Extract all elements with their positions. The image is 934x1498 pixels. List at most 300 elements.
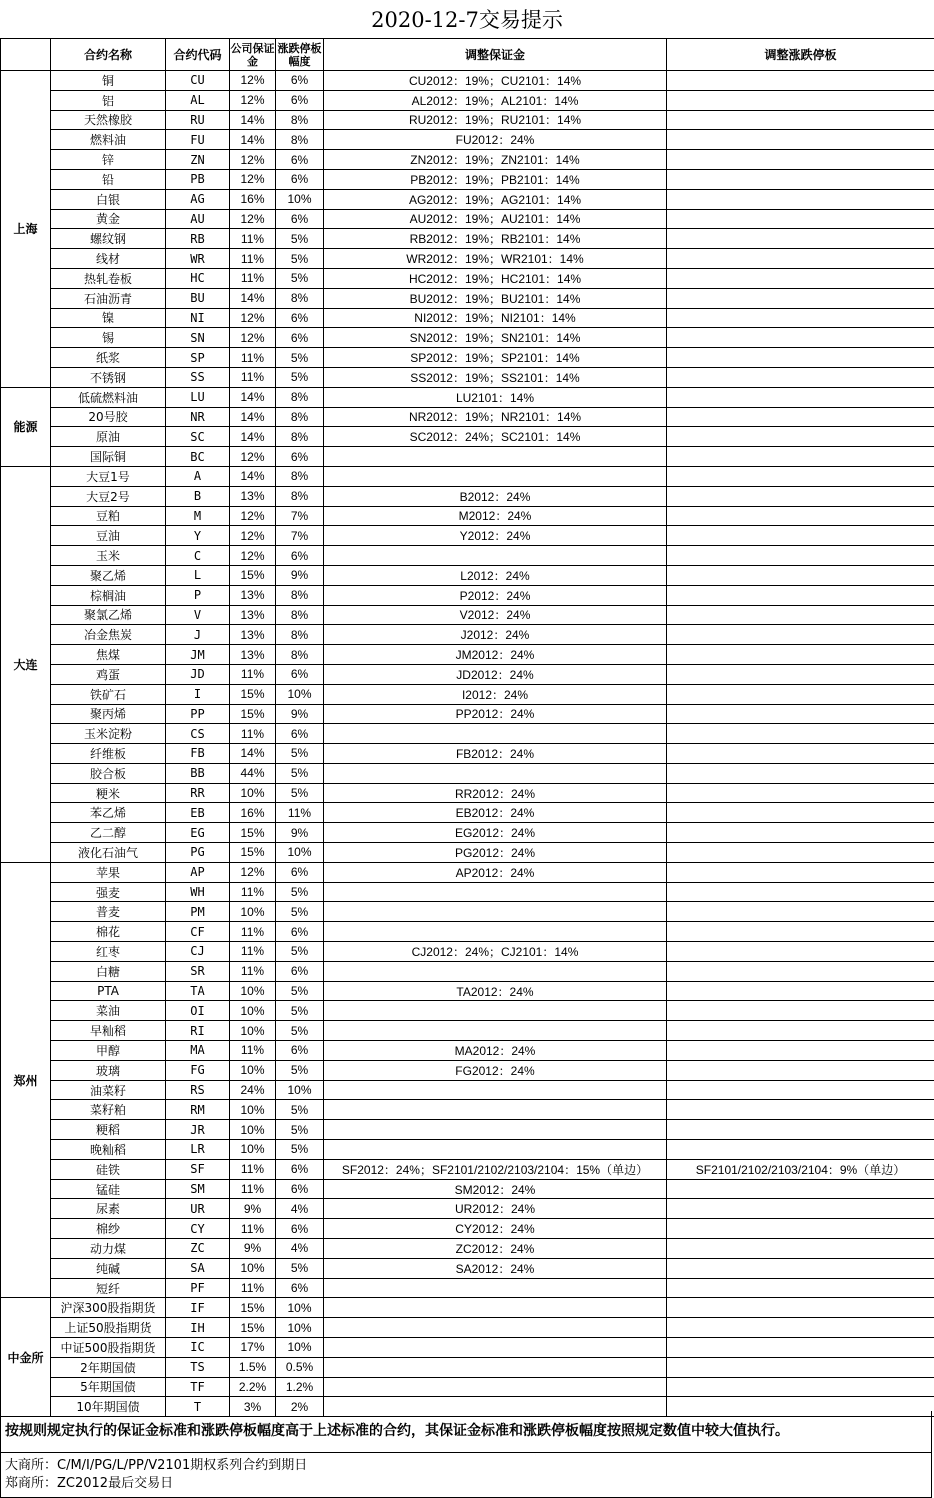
adjusted-limit — [667, 526, 934, 546]
contract-name: 国际铜 — [51, 447, 166, 467]
adjusted-limit — [667, 942, 934, 962]
company-margin: 11% — [230, 1179, 276, 1199]
price-limit: 8% — [276, 110, 324, 130]
table-row — [1, 1338, 934, 1358]
table-row — [1, 288, 934, 308]
contract-code: SA — [166, 1258, 230, 1278]
contract-name: 螺纹钢 — [51, 229, 166, 249]
adjusted-margin — [324, 1318, 667, 1338]
adjusted-margin: J2012：24% — [324, 625, 667, 645]
price-limit: 6% — [276, 150, 324, 170]
contract-code: WH — [166, 882, 230, 902]
contract-name: 锰硅 — [51, 1179, 166, 1199]
price-limit: 6% — [276, 209, 324, 229]
adjusted-limit — [667, 169, 934, 189]
adjusted-margin: M2012：24% — [324, 506, 667, 526]
adjusted-margin: AU2012：19%；AU2101：14% — [324, 209, 667, 229]
exchange-name: 上海 — [1, 71, 51, 388]
contract-code: V — [166, 605, 230, 625]
table-row — [1, 526, 934, 546]
contract-name: 5年期国债 — [51, 1377, 166, 1397]
adjusted-limit — [667, 268, 934, 288]
contract-name: 镍 — [51, 308, 166, 328]
adjusted-limit — [667, 744, 934, 764]
price-limit: 0.5% — [276, 1357, 324, 1377]
company-margin: 17% — [230, 1338, 276, 1358]
contract-code: SF — [166, 1159, 230, 1179]
adjusted-limit — [667, 447, 934, 467]
price-limit: 4% — [276, 1199, 324, 1219]
price-limit: 9% — [276, 704, 324, 724]
table-row — [1, 625, 934, 645]
adjusted-limit — [667, 427, 934, 447]
table-row — [1, 1159, 934, 1179]
contract-name: 铅 — [51, 169, 166, 189]
price-limit: 8% — [276, 466, 324, 486]
adjusted-margin — [324, 1298, 667, 1318]
price-limit: 10% — [276, 1318, 324, 1338]
company-margin: 14% — [230, 427, 276, 447]
adjusted-margin: ZC2012：24% — [324, 1239, 667, 1259]
table-row — [1, 1080, 934, 1100]
adjusted-margin: AP2012：24% — [324, 862, 667, 882]
price-limit: 5% — [276, 367, 324, 387]
adjusted-limit — [667, 1258, 934, 1278]
contract-name: 胶合板 — [51, 763, 166, 783]
contract-code: CJ — [166, 942, 230, 962]
contract-name: 豆油 — [51, 526, 166, 546]
price-limit: 8% — [276, 605, 324, 625]
header-company-margin: 公司保证金 — [230, 39, 276, 71]
adjusted-limit — [667, 724, 934, 744]
contract-name: 棉纱 — [51, 1219, 166, 1239]
table-row — [1, 724, 934, 744]
contract-name: 棉花 — [51, 922, 166, 942]
company-margin: 11% — [230, 664, 276, 684]
adjusted-margin: TA2012：24% — [324, 981, 667, 1001]
table-row — [1, 961, 934, 981]
company-margin: 12% — [230, 90, 276, 110]
table-row — [1, 367, 934, 387]
contract-name: 燃料油 — [51, 130, 166, 150]
contract-name: 铁矿石 — [51, 684, 166, 704]
table-row — [1, 1298, 934, 1318]
contract-name: 短纤 — [51, 1278, 166, 1298]
table-row — [1, 169, 934, 189]
table-row — [1, 882, 934, 902]
price-limit: 5% — [276, 1140, 324, 1160]
price-limit: 6% — [276, 328, 324, 348]
price-limit: 5% — [276, 348, 324, 368]
table-row — [1, 605, 934, 625]
contract-name: 苹果 — [51, 862, 166, 882]
table-row — [1, 763, 934, 783]
header-adjusted-margin: 调整保证金 — [324, 39, 667, 71]
price-limit: 11% — [276, 803, 324, 823]
price-limit: 5% — [276, 249, 324, 269]
adjusted-margin: PB2012：19%；PB2101：14% — [324, 169, 667, 189]
price-limit: 5% — [276, 1258, 324, 1278]
company-margin: 16% — [230, 803, 276, 823]
price-limit: 10% — [276, 684, 324, 704]
contract-name: 豆粕 — [51, 506, 166, 526]
contract-code: A — [166, 466, 230, 486]
table-row — [1, 645, 934, 665]
contract-code: AL — [166, 90, 230, 110]
adjusted-limit — [667, 645, 934, 665]
page-title: 2020-12-7交易提示 — [371, 8, 563, 32]
price-limit: 8% — [276, 585, 324, 605]
adjusted-margin — [324, 902, 667, 922]
adjusted-margin: JM2012：24% — [324, 645, 667, 665]
adjusted-margin — [324, 763, 667, 783]
adjusted-limit — [667, 1021, 934, 1041]
company-margin: 11% — [230, 961, 276, 981]
adjusted-limit — [667, 288, 934, 308]
price-limit: 4% — [276, 1239, 324, 1259]
table-row — [1, 1001, 934, 1021]
adjusted-limit — [667, 902, 934, 922]
contract-code: ZN — [166, 150, 230, 170]
table-row — [1, 90, 934, 110]
adjusted-limit — [667, 249, 934, 269]
exchange-name: 中金所 — [1, 1298, 51, 1417]
table-row — [1, 744, 934, 764]
company-margin: 3% — [230, 1397, 276, 1417]
adjusted-margin: BU2012：19%；BU2101：14% — [324, 288, 667, 308]
company-margin: 10% — [230, 902, 276, 922]
contract-code: OI — [166, 1001, 230, 1021]
table-row — [1, 308, 934, 328]
header-adjusted-limit: 调整涨跌停板 — [667, 39, 934, 71]
adjusted-limit — [667, 862, 934, 882]
contract-name: 棕榈油 — [51, 585, 166, 605]
adjusted-limit — [667, 546, 934, 566]
contract-name: 甲醇 — [51, 1041, 166, 1061]
company-margin: 10% — [230, 1120, 276, 1140]
adjusted-limit — [667, 348, 934, 368]
contract-name: 大豆1号 — [51, 466, 166, 486]
contract-code: T — [166, 1397, 230, 1417]
adjusted-margin — [324, 1080, 667, 1100]
contract-name: 低硫燃料油 — [51, 387, 166, 407]
contract-code: CF — [166, 922, 230, 942]
contract-code: JD — [166, 664, 230, 684]
adjusted-limit — [667, 1060, 934, 1080]
contract-code: B — [166, 486, 230, 506]
adjusted-margin: NR2012：19%；NR2101：14% — [324, 407, 667, 427]
contract-code: BB — [166, 763, 230, 783]
adjusted-margin — [324, 961, 667, 981]
table-row — [1, 189, 934, 209]
adjusted-limit — [667, 90, 934, 110]
adjusted-margin — [324, 1120, 667, 1140]
company-margin: 11% — [230, 1219, 276, 1239]
contract-code: FU — [166, 130, 230, 150]
contract-name: 液化石油气 — [51, 843, 166, 863]
contract-name: 晚籼稻 — [51, 1140, 166, 1160]
company-margin: 15% — [230, 1318, 276, 1338]
contract-name: 纯碱 — [51, 1258, 166, 1278]
company-margin: 11% — [230, 367, 276, 387]
adjusted-margin — [324, 1100, 667, 1120]
header-price-limit: 涨跌停板幅度 — [276, 39, 324, 71]
adjusted-limit — [667, 882, 934, 902]
price-limit: 6% — [276, 1159, 324, 1179]
price-limit: 9% — [276, 565, 324, 585]
company-margin: 14% — [230, 744, 276, 764]
adjusted-margin: EG2012：24% — [324, 823, 667, 843]
adjusted-margin: HC2012：19%；HC2101：14% — [324, 268, 667, 288]
price-limit: 10% — [276, 1080, 324, 1100]
company-margin: 10% — [230, 1100, 276, 1120]
contract-name: 聚乙烯 — [51, 565, 166, 585]
contract-code: RI — [166, 1021, 230, 1041]
contract-name: 菜籽粕 — [51, 1100, 166, 1120]
company-margin: 13% — [230, 645, 276, 665]
adjusted-margin: P2012：24% — [324, 585, 667, 605]
contract-code: CY — [166, 1219, 230, 1239]
contract-name: 动力煤 — [51, 1239, 166, 1259]
adjusted-limit — [667, 150, 934, 170]
contract-code: UR — [166, 1199, 230, 1219]
price-limit: 5% — [276, 902, 324, 922]
contract-code: I — [166, 684, 230, 704]
contract-name: 红枣 — [51, 942, 166, 962]
contract-code: RR — [166, 783, 230, 803]
price-limit: 6% — [276, 308, 324, 328]
price-limit: 1.2% — [276, 1377, 324, 1397]
adjusted-margin: PG2012：24% — [324, 843, 667, 863]
adjusted-limit — [667, 1219, 934, 1239]
adjusted-margin: RU2012：19%；RU2101：14% — [324, 110, 667, 130]
table-row — [1, 1021, 934, 1041]
adjusted-margin: EB2012：24% — [324, 803, 667, 823]
company-margin: 9% — [230, 1239, 276, 1259]
contract-name: 2年期国债 — [51, 1357, 166, 1377]
adjusted-limit — [667, 466, 934, 486]
company-margin: 12% — [230, 506, 276, 526]
company-margin: 12% — [230, 71, 276, 91]
price-limit: 5% — [276, 1120, 324, 1140]
contract-code: LU — [166, 387, 230, 407]
contract-code: P — [166, 585, 230, 605]
exchange-name: 能源 — [1, 387, 51, 466]
exchange-name: 大连 — [1, 466, 51, 862]
price-limit: 5% — [276, 744, 324, 764]
adjusted-margin: SP2012：19%；SP2101：14% — [324, 348, 667, 368]
price-limit: 10% — [276, 843, 324, 863]
table-row — [1, 249, 934, 269]
contract-name: 强麦 — [51, 882, 166, 902]
contract-code: BC — [166, 447, 230, 467]
contract-code: ZC — [166, 1239, 230, 1259]
contract-code: SR — [166, 961, 230, 981]
header-exchange — [1, 39, 51, 71]
table-row — [1, 902, 934, 922]
table-row — [1, 783, 934, 803]
contract-name: 白银 — [51, 189, 166, 209]
adjusted-limit — [667, 961, 934, 981]
adjusted-limit — [667, 605, 934, 625]
contract-name: 乙二醇 — [51, 823, 166, 843]
adjusted-margin: FU2012：24% — [324, 130, 667, 150]
price-limit: 5% — [276, 942, 324, 962]
exchange-name: 郑州 — [1, 862, 51, 1298]
table-row — [1, 1357, 934, 1377]
header-row — [1, 39, 934, 71]
adjusted-limit — [667, 130, 934, 150]
contract-code: PB — [166, 169, 230, 189]
adjusted-margin — [324, 882, 667, 902]
table-row — [1, 843, 934, 863]
price-limit: 6% — [276, 664, 324, 684]
contract-code: TF — [166, 1377, 230, 1397]
adjusted-limit — [667, 367, 934, 387]
contract-name: 上证50股指期货 — [51, 1318, 166, 1338]
contract-code: FG — [166, 1060, 230, 1080]
contract-code: SS — [166, 367, 230, 387]
adjusted-margin: JD2012：24% — [324, 664, 667, 684]
contract-code: MA — [166, 1041, 230, 1061]
table-row — [1, 1318, 934, 1338]
adjusted-margin: SF2012：24%；SF2101/2102/2103/2104：15%（单边） — [324, 1159, 667, 1179]
adjusted-limit — [667, 1318, 934, 1338]
contract-code: JR — [166, 1120, 230, 1140]
contract-name: 菜油 — [51, 1001, 166, 1021]
contract-code: FB — [166, 744, 230, 764]
contract-name: 玻璃 — [51, 1060, 166, 1080]
price-limit: 8% — [276, 645, 324, 665]
contract-code: EB — [166, 803, 230, 823]
contract-code: SN — [166, 328, 230, 348]
header-contract-code: 合约代码 — [166, 39, 230, 71]
table-row — [1, 427, 934, 447]
table-row — [1, 922, 934, 942]
adjusted-limit — [667, 803, 934, 823]
company-margin: 14% — [230, 407, 276, 427]
price-limit: 7% — [276, 506, 324, 526]
adjusted-margin: V2012：24% — [324, 605, 667, 625]
adjusted-margin: UR2012：24% — [324, 1199, 667, 1219]
adjusted-limit — [667, 1199, 934, 1219]
adjusted-margin: CU2012：19%；CU2101：14% — [324, 71, 667, 91]
table-row — [1, 407, 934, 427]
table-row — [1, 348, 934, 368]
contract-code: AU — [166, 209, 230, 229]
price-limit: 5% — [276, 1060, 324, 1080]
adjusted-limit — [667, 843, 934, 863]
adjusted-limit — [667, 704, 934, 724]
contract-name: 纸浆 — [51, 348, 166, 368]
contract-code: IH — [166, 1318, 230, 1338]
adjusted-limit — [667, 684, 934, 704]
table-row — [1, 1219, 934, 1239]
adjusted-margin: SA2012：24% — [324, 1258, 667, 1278]
adjusted-margin: SS2012：19%；SS2101：14% — [324, 367, 667, 387]
company-margin: 12% — [230, 308, 276, 328]
contract-name: 粳稻 — [51, 1120, 166, 1140]
price-limit: 6% — [276, 1219, 324, 1239]
contract-code: WR — [166, 249, 230, 269]
price-limit: 7% — [276, 526, 324, 546]
adjusted-limit — [667, 625, 934, 645]
company-margin: 14% — [230, 130, 276, 150]
price-limit: 6% — [276, 1278, 324, 1298]
adjusted-limit — [667, 407, 934, 427]
company-margin: 11% — [230, 724, 276, 744]
adjusted-limit — [667, 506, 934, 526]
adjusted-margin — [324, 1278, 667, 1298]
contract-name: 普麦 — [51, 902, 166, 922]
adjusted-margin: NI2012：19%；NI2101：14% — [324, 308, 667, 328]
price-limit: 2% — [276, 1397, 324, 1417]
company-margin: 2.2% — [230, 1377, 276, 1397]
price-limit: 9% — [276, 823, 324, 843]
company-margin: 12% — [230, 862, 276, 882]
contract-name: 粳米 — [51, 783, 166, 803]
company-margin: 12% — [230, 150, 276, 170]
adjusted-limit — [667, 565, 934, 585]
contract-name: 中证500股指期货 — [51, 1338, 166, 1358]
price-limit: 6% — [276, 447, 324, 467]
contract-name: 铜 — [51, 71, 166, 91]
table-row — [1, 704, 934, 724]
table-row — [1, 1239, 934, 1259]
expiry-notes — [0, 1453, 932, 1498]
adjusted-margin — [324, 1001, 667, 1021]
company-margin: 14% — [230, 288, 276, 308]
price-limit: 5% — [276, 763, 324, 783]
contract-name: 冶金焦炭 — [51, 625, 166, 645]
price-limit: 5% — [276, 268, 324, 288]
adjusted-margin: RB2012：19%；RB2101：14% — [324, 229, 667, 249]
contract-code: PM — [166, 902, 230, 922]
contract-code: RB — [166, 229, 230, 249]
table-row — [1, 1060, 934, 1080]
price-limit: 6% — [276, 724, 324, 744]
adjusted-margin — [324, 466, 667, 486]
company-margin: 11% — [230, 268, 276, 288]
contract-name: 沪深300股指期货 — [51, 1298, 166, 1318]
adjusted-limit — [667, 763, 934, 783]
price-limit: 5% — [276, 1021, 324, 1041]
adjusted-limit — [667, 1357, 934, 1377]
price-limit: 6% — [276, 169, 324, 189]
company-margin: 10% — [230, 1258, 276, 1278]
contract-name: 硅铁 — [51, 1159, 166, 1179]
contract-name: 尿素 — [51, 1199, 166, 1219]
contract-name: 早籼稻 — [51, 1021, 166, 1041]
contract-name: 大豆2号 — [51, 486, 166, 506]
adjusted-margin: FB2012：24% — [324, 744, 667, 764]
price-limit: 8% — [276, 130, 324, 150]
contract-code: EG — [166, 823, 230, 843]
table-row — [1, 466, 934, 486]
adjusted-margin — [324, 1338, 667, 1358]
contract-name: 石油沥青 — [51, 288, 166, 308]
company-margin: 11% — [230, 1278, 276, 1298]
contract-name: 铝 — [51, 90, 166, 110]
table-row — [1, 1258, 934, 1278]
company-margin: 11% — [230, 1041, 276, 1061]
company-margin: 10% — [230, 1060, 276, 1080]
price-limit: 6% — [276, 546, 324, 566]
adjusted-limit — [667, 387, 934, 407]
price-limit: 8% — [276, 427, 324, 447]
table-row — [1, 130, 934, 150]
price-limit: 10% — [276, 1338, 324, 1358]
